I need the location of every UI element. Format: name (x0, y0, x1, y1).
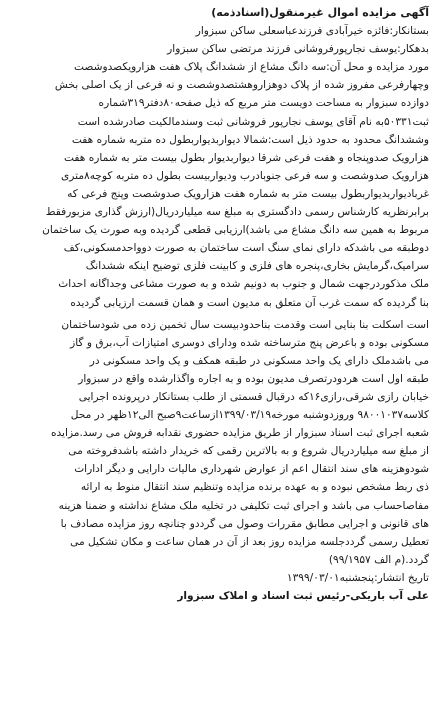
notice-line: دوطبقه می باشدکه دارای نمای سنگ است ساختمان به صورت دوواحدمسکونی،کف (63, 242, 429, 255)
notice-line: سرامیک،گرمایش بخاری،پنجره های فلزی و کابینت فلزی توضیح اینکه ششدانگ (85, 260, 429, 273)
notice-line: بدهکار:یوسف نجارپورفروشانی فرزند مرتضی ساکن سبزوار (167, 43, 429, 56)
notice-line: وچهارفرعی مفروز شده از پلاک دوهزاروهشتصدوشصت و نه فرعی از یک اصلی بخش (54, 79, 429, 92)
auction-notice (6, 4, 429, 605)
notice-line: شعبه اجرای ثبت اسناد سبزوار از طریق مزایده حضوری نقدابه فروش می رسد.مزایده (50, 427, 429, 440)
notice-line: هزارویک صدوشصت و سه فرعی جنوبادرب ودیواربیست بطول ده متربه کوچه۸متری (61, 169, 429, 182)
notice-line: است اسکلت بنا بنایی است وقدمت بناحدودبیست سال تخمین زده می شودساختمان (61, 318, 429, 331)
notice-line: مربوط به همین سه دانگ مشاع می باشد)ارزیابی قطعی گردیده وبه صورت یک ساختمان (42, 224, 429, 237)
notice-line: خیابان رازی شرقی،رازی۱۶که درقبال قسمتی از طلب بستانکار درپرونده اجرایی (78, 390, 429, 403)
notice-line: شودوهزینه های سند انتقال اعم از عوارض شهرداری مالیات دارایی و دیگر ادارات (74, 463, 429, 476)
notice-line: مفاصاحساب می باشد و اجرای ثبت تکلیفی در تخلیه ملک مشاع نداشته و ضمنا هزینه (58, 499, 429, 512)
notice-line: تعطیل رسمی گرددجلسه مزایده روز بعد از آن در همان ساعت و مکان تشکیل می (70, 535, 429, 548)
notice-line: دوازده سبزوار به مساحت دویست متر مربع که ذیل صفحه۸۰دفتر۳۱۹شماره (98, 97, 429, 110)
notice-line: وششدانگ محدود به حدود ذیل است:شمالا دیواربدیواربطول ده متربه شماره هفت (71, 133, 429, 146)
notice-line: می باشدملک دارای یک واحد مسکونی در طبقه همکف و یک واحد مسکونی در (89, 354, 429, 367)
notice-line: ثبت۵۰۳۳۱به نام آقای یوسف نجارپور فروشانی ثبت وسندمالکیت صادرشده است (77, 115, 429, 128)
notice-line: کلاسه۹۸۰۰۱۰۳۷ وروزدوشنبه مورخه۱۳۹۹/۰۳/۱۹ازساعت۹صبح الی۱۲ظهر در محل (70, 409, 429, 422)
signature-line: علی آب باریکی-رئیس ثبت اسناد و املاک سبزوار (177, 590, 429, 602)
notice-line: برابرنظریه کارشناس رسمی دادگستری به مبلغ سه میلیاردریال(ارزش گذاری مزبورفقط (45, 206, 429, 219)
notice-line: مورد مزایده و محل آن:سه دانگ مشاع از ششدانگ پلاک هفت هزارویکصدوشصت (74, 61, 429, 74)
publish-date: تاریخ انتشار:پنجشنبه۱۳۹۹/۰۳/۰۱ (286, 571, 429, 584)
notice-line: بستانکار:فائزه خیرآبادی فرزندعباسعلی ساکن سبزوار (195, 25, 429, 38)
notice-line: ملک مذکوردرجهت شمال و جنوب به دونیم شده و به صورت مشاعی وجداگانه احداث (58, 278, 429, 291)
notice-line: هزارویک صدوپنجاه و هفت فرعی شرقا دیواربدیوار بطول بیست متر به شماره هفت (64, 151, 429, 164)
notice-title: آگهی مزایده اموال غیرمنقول(اسنادذمه) (211, 6, 429, 19)
notice-line: ذی ربط مشخص نبوده و به عهده برنده مزایده وتنظیم سند انتقال منوط به ارائه (80, 481, 429, 494)
notice-line: غربادیواربدیواربطول بیست متر به شماره هفت هزارویک صدوشصت وپنج فرعی که (67, 187, 429, 200)
notice-line: مسکونی بوده و باعرض پنج مترساخته شده ودارای دوسری امتیازات آب،برق و گاز (70, 336, 429, 349)
notice-line: گردد.(م الف ۹۹/۱۹۵۷) (328, 553, 429, 566)
notice-line: های قانونی و اجرایی مطابق مقررات وصول می گرددو چنانچه روز مزایده مصادف با (60, 517, 429, 530)
notice-line: بنا گردیده که سمت غرب آن متعلق به مدیون است و همان قسمت ارزیابی گردیده (70, 296, 429, 309)
notice-line: طبقه اول است هردودرتصرف مدیون بوده و به اجاره واگذارشده واقع در سبزوار (78, 372, 429, 385)
notice-line: از مبلغ سه میلیاردریال شروع و به بالاترین رقمی که خریدار داشته باشدفروخته می (68, 445, 429, 458)
